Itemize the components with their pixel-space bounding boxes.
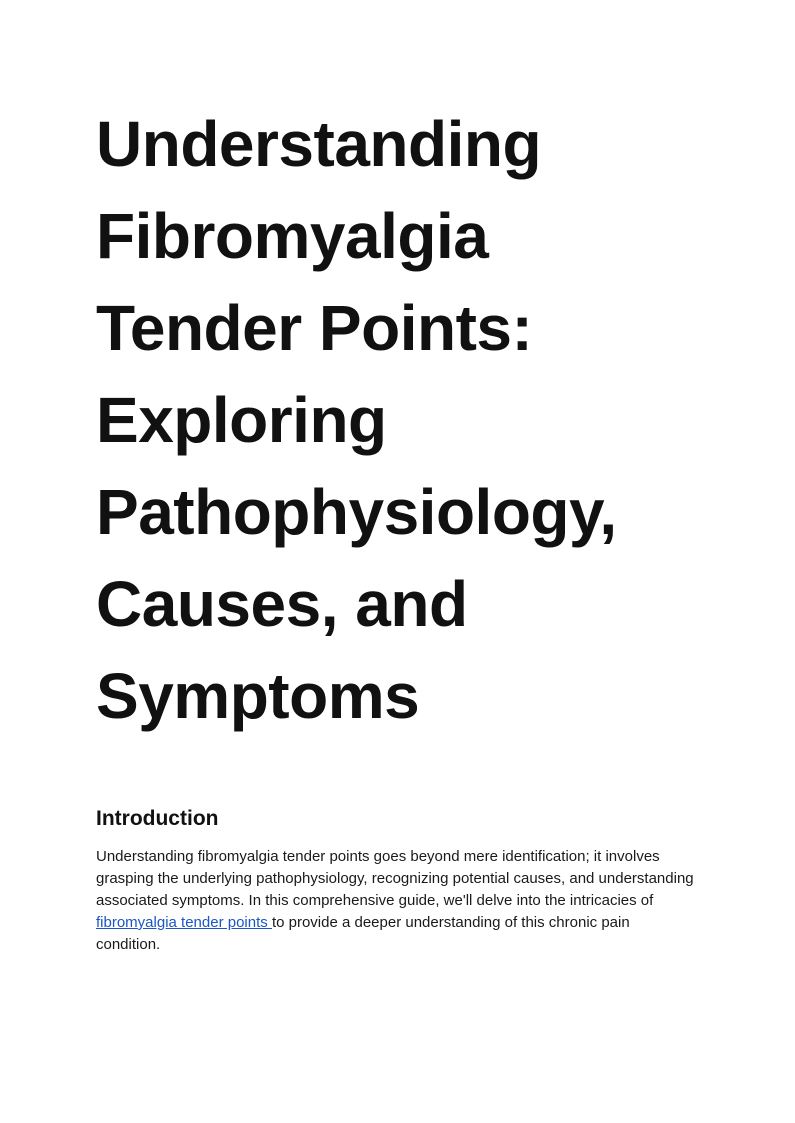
title-line: Exploring <box>96 384 387 456</box>
document-page <box>96 98 696 956</box>
fibromyalgia-tender-points-link[interactable]: fibromyalgia tender points <box>96 914 272 931</box>
title-line: Causes, and <box>96 568 468 640</box>
title-line: Fibromyalgia <box>96 200 489 272</box>
introduction-heading: Introduction <box>96 807 219 830</box>
introduction-text-start: Understanding fibromyalgia tender points goes beyond mere identification; it involves grasping the underlying pathophysiology, recognizing potential causes, and understanding associated symptoms. In this comprehensive guide, we'll delve into the intricacies of <box>96 848 694 909</box>
introduction-paragraph <box>96 846 696 956</box>
title-line: Understanding <box>96 108 542 180</box>
title-line: Pathophysiology, <box>96 476 617 548</box>
article-title <box>96 98 696 742</box>
title-line: Symptoms <box>96 660 420 732</box>
title-line: Tender Points: <box>96 292 533 364</box>
introduction-text-end: to provide a deeper understanding of this chronic pain condition. <box>96 914 630 953</box>
